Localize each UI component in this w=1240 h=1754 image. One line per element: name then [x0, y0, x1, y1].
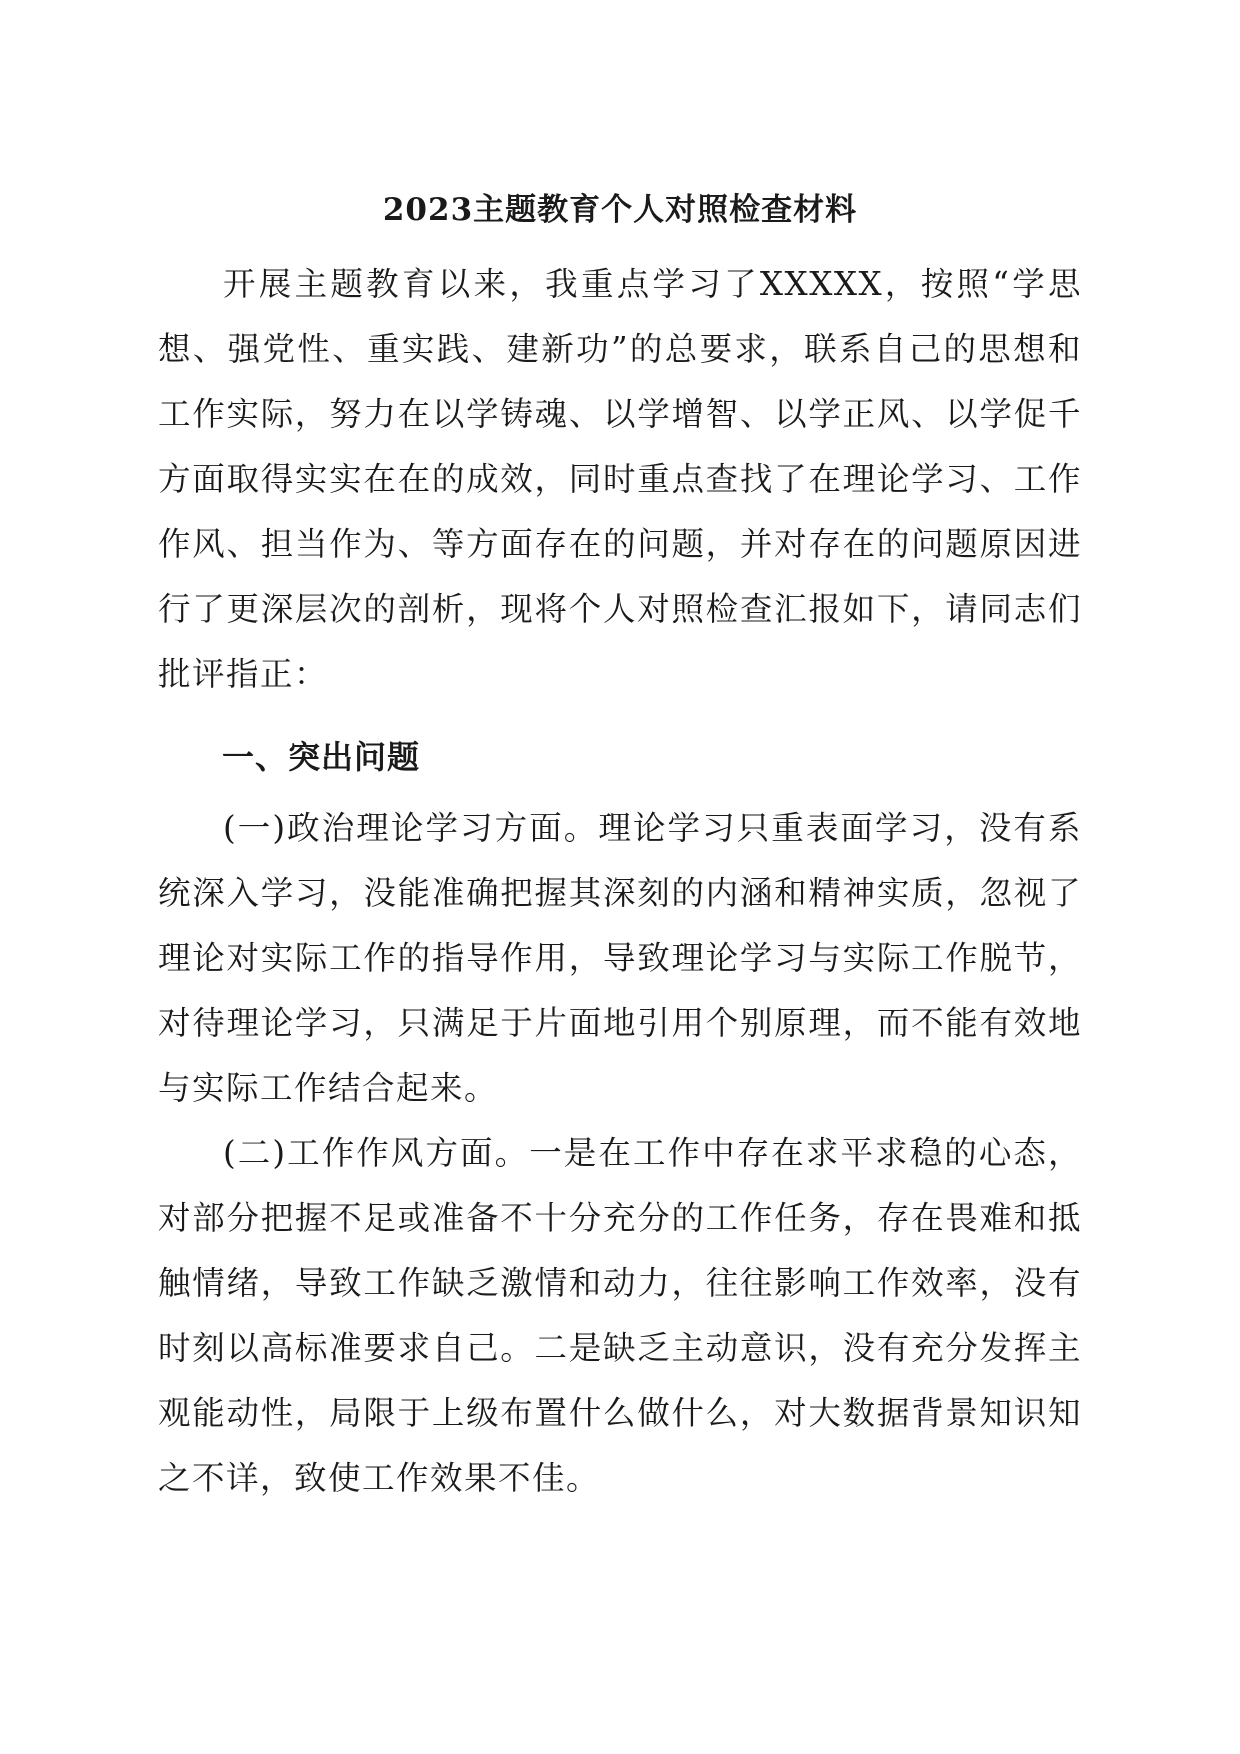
document-body [158, 190, 1082, 1511]
document-title: 2023主题教育个人对照检查材料 [382, 192, 858, 228]
section-heading: 一、突出问题 [222, 738, 421, 776]
paragraph-political-theory: (一)政治理论学习方面。理论学习只重表面学习，没有系统深入学习，没能准确把握其深刻的内涵和精神实质，忽视了理论对实际工作的指导作用，导致理论学习与实际工作脱节，对待理论学习，只满足于片面地引用个别原理，而不能有效地与实际工作结合起来。 [158, 809, 1082, 1107]
intro-paragraph: 开展主题教育以来，我重点学习了XXXXX，按照“学思想、强党性、重实践、建新功”的总要求，联系自己的思想和工作实际，努力在以学铸魂、以学增智、以学正风、以学促千方面取得实实在在的成效，同时重点查找了在理论学习、工作作风、担当作为、等方面存在的问题，并对存在的问题原因进行了更深层次的剖析，现将个人对照检查汇报如下，请同志们批评指正： [158, 265, 1082, 693]
paragraph-work-style: (二)工作作风方面。一是在工作中存在求平求稳的心态，对部分把握不足或准备不十分充分的工作任务，存在畏难和抵触情绪，导致工作缺乏激情和动力，往往影响工作效率，没有时刻以高标准要求自己。二是缺乏主动意识，没有充分发挥主观能动性，局限于上级布置什么做什么，对大数据背景知识知之不详，致使工作效果不佳。 [158, 1134, 1082, 1497]
